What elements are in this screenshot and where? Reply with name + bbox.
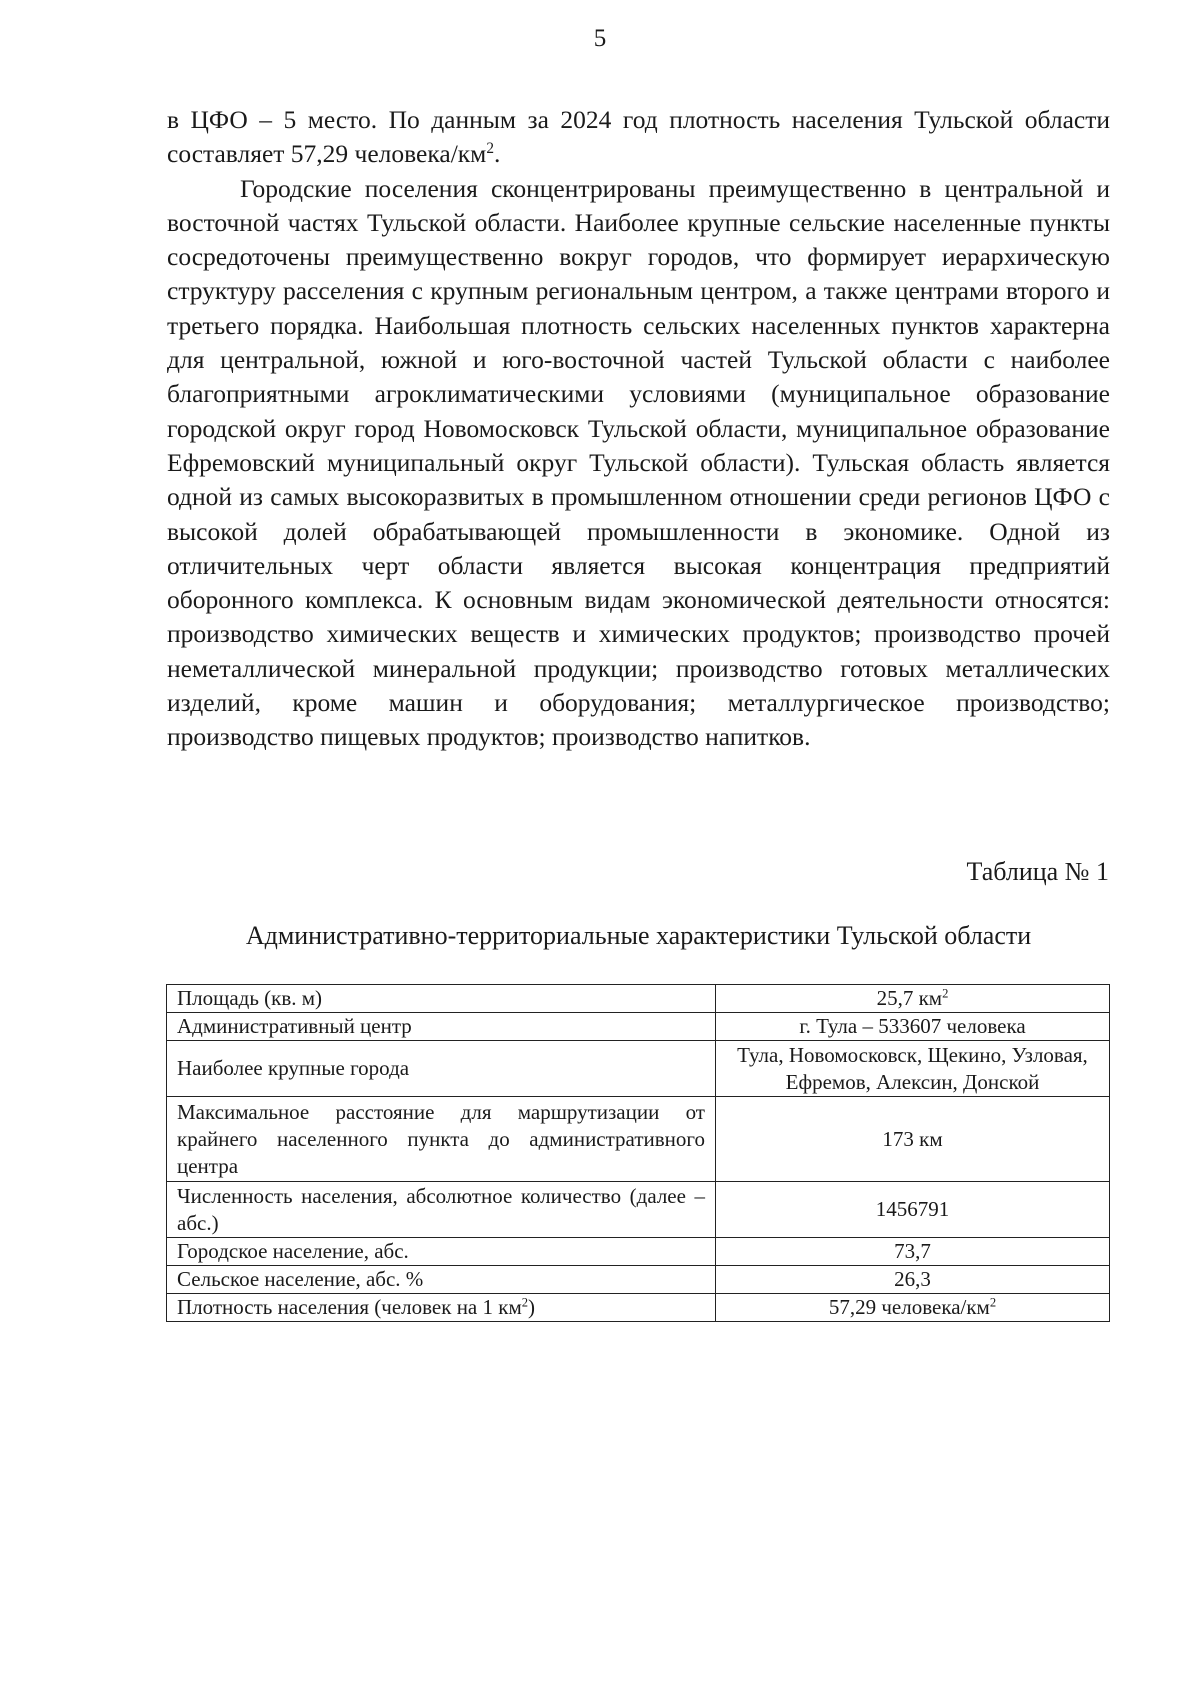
row-label: Городское население, абс. <box>167 1238 716 1266</box>
row-value-text: 57,29 человека/км <box>828 1295 990 1319</box>
row-value: 26,3 <box>716 1266 1110 1294</box>
row-value: 73,7 <box>716 1238 1110 1266</box>
row-label: Административный центр <box>167 1013 716 1041</box>
paragraph-2: Городские поселения сконцентрированы преимущественно в центральной и восточной частях Тульской области. Наиболее крупные сельские населенные пункты сосредоточены преимущественно вокруг городов, что формирует иерархическую структуру расселения с крупным региональным центром, а также центрами второго и третьего порядка. Наибольшая плотность сельских населенных пунктов характерна для центральной, южной и юго-восточной частей Тульской области с наиболее благоприятными агроклиматическими условиями (муниципальное образование городской округ город Новомосковск Тульской области, муниципальное образование Ефремовский муниципальный округ Тульской области). Тульская область является одной из самых высокоразвитых в промышленном отношении среди регионов ЦФО с высокой долей обрабатывающей промышленности в экономике. Одной из отличительных черт области является высокая концентрация предприятий оборонного комплекса. К основным видам экономической деятельности относятся: производство химических веществ и химических продуктов; производство прочей неметаллической минеральной продукции; производство готовых металлических изделий, кроме машин и оборудования; металлургическое производство; производство пищевых продуктов; производство напитков. <box>167 173 1110 752</box>
paragraph-1-text: в ЦФО – 5 место. По данным за 2024 год плотность населения Тульской области составляет 57,29 человека/км <box>167 105 1110 169</box>
table-row <box>167 1266 1110 1294</box>
table-row <box>167 1238 1110 1266</box>
table-row <box>167 985 1110 1013</box>
row-label-text: Плотность населения (человек на 1 км <box>177 1295 522 1319</box>
row-value-sup: 2 <box>989 1295 997 1310</box>
table-row <box>167 1013 1110 1041</box>
row-value: г. Тула – 533607 человека <box>716 1013 1110 1041</box>
table-title: Административно-территориальные характеристики Тульской области <box>245 921 1032 950</box>
row-label: Максимальное расстояние для маршрутизации от крайнего населенного пункта до административного центра <box>167 1097 716 1182</box>
row-value: 173 км <box>716 1097 1110 1182</box>
row-value: 1456791 <box>716 1182 1110 1238</box>
table-row <box>167 1294 1110 1322</box>
superscript: 2 <box>486 140 494 158</box>
table-row <box>167 1097 1110 1182</box>
row-value-sup: 2 <box>942 986 949 1001</box>
characteristics-table <box>166 984 1110 1322</box>
row-label: Сельское население, абс. % <box>167 1266 716 1294</box>
row-label: Площадь (кв. м) <box>167 985 716 1013</box>
row-label <box>167 1294 716 1322</box>
row-label-end: ) <box>528 1295 536 1319</box>
sentence-end: . <box>493 139 501 169</box>
row-label-sup: 2 <box>521 1295 529 1310</box>
row-value <box>716 1294 1110 1322</box>
table-row <box>167 1182 1110 1238</box>
table-number: Таблица № 1 <box>966 857 1109 886</box>
row-value-text: 25,7 км <box>876 986 943 1010</box>
page-number: 5 <box>593 25 607 52</box>
row-value <box>716 985 1110 1013</box>
row-label: Численность населения, абсолютное количество (далее – абс.) <box>167 1182 716 1238</box>
table-row <box>167 1041 1110 1097</box>
row-value: Тула, Новомосковск, Щекино, Узловая, Ефремов, Алексин, Донской <box>716 1041 1110 1097</box>
row-label: Наиболее крупные города <box>167 1041 716 1097</box>
paragraph-1 <box>167 103 1110 172</box>
body-text <box>167 103 1110 755</box>
